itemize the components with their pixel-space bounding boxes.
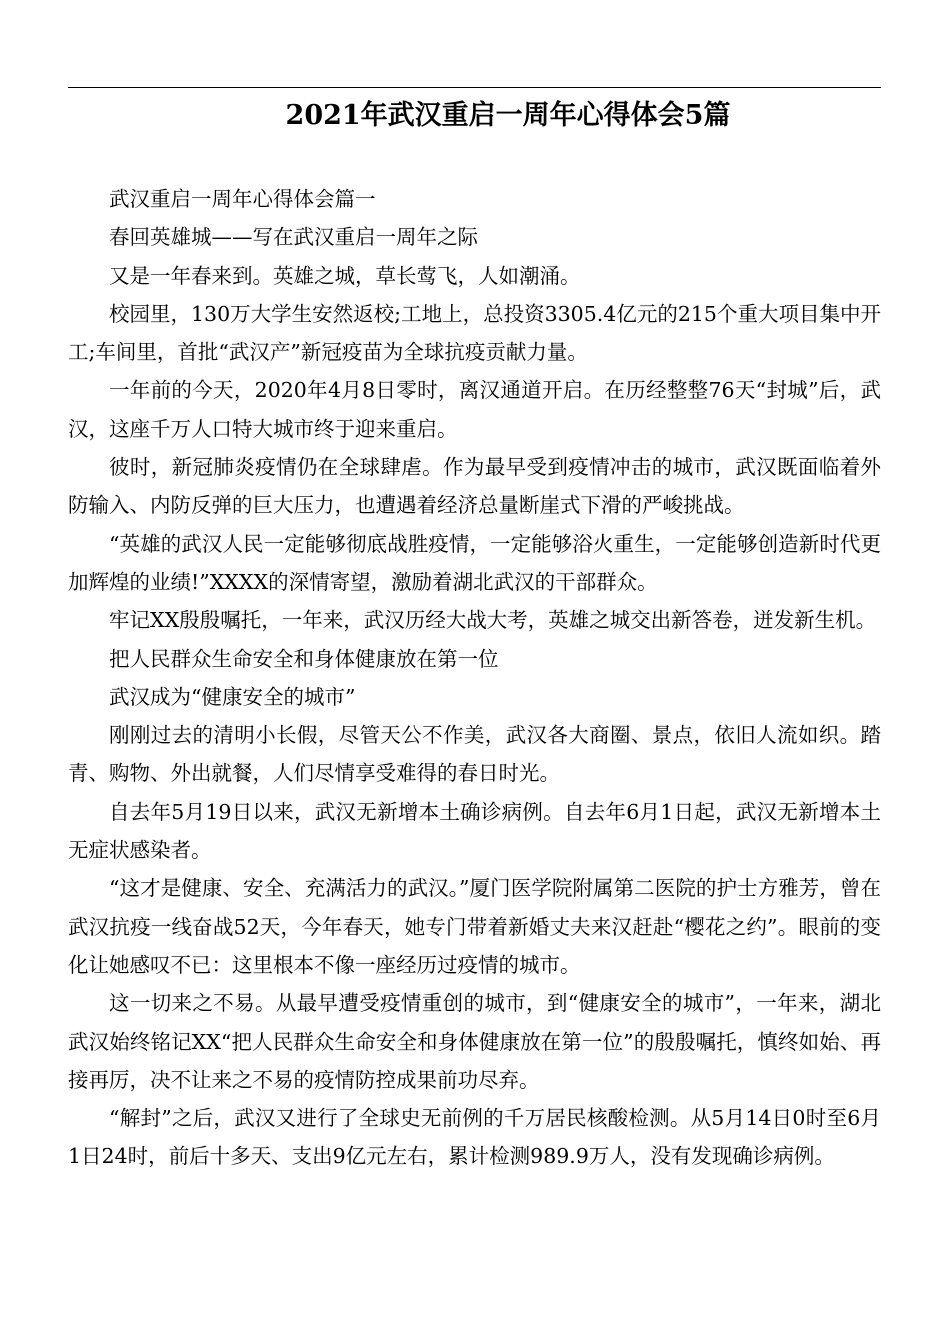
document-body [68,180,881,1176]
document-title: 2021年武汉重启一周年心得体会5篇 [285,100,731,131]
paragraph: “这才是健康、安全、充满活力的武汉。”厦门医学院附属第二医院的护士方雅芳，曾在武汉抗疫一线奋战52天，今年春天，她专门带着新婚丈夫来汉赶赴“樱花之约”。眼前的变化让她感叹不已：这里根本不像一座经历过疫情的城市。 [68,876,881,977]
paragraph: 自去年5月19日以来，武汉无新增本土确诊病例。自去年6月1日起，武汉无新增本土无症状感染者。 [68,799,881,863]
paragraph: 武汉成为“健康安全的城市” [109,684,356,709]
paragraph: “解封”之后，武汉又进行了全球史无前例的千万居民核酸检测。从5月14日0时至6月1日24时，前后十多天、支出9亿元左右，累计检测989.9万人，没有发现确诊病例。 [68,1106,881,1169]
paragraph: 校园里，130万大学生安然返校;工地上，总投资3305.4亿元的215个重大项目集中开工;车间里，首批“武汉产”新冠疫苗为全球抗疫贡献力量。 [68,301,881,365]
paragraph: 彼时，新冠肺炎疫情仍在全球肆虐。作为最早受到疫情冲击的城市，武汉既面临着外防输入、内防反弹的巨大压力，也遭遇着经济总量断崖式下滑的严峻挑战。 [68,455,881,518]
header-rule [68,87,881,88]
paragraph: 牢记XX殷殷嘱托，一年来，武汉历经大战大考，英雄之城交出新答卷，迸发新生机。 [109,608,877,633]
paragraph: 一年前的今天，2020年4月8日零时，离汉通道开启。在历经整整76天“封城”后，武汉，这座千万人口特大城市终于迎来重启。 [68,378,881,441]
paragraph: 武汉重启一周年心得体会篇一 [109,187,376,211]
paragraph: 这一切来之不易。从最早遭受疫情重创的城市，到“健康安全的城市”，一年来，湖北武汉始终铭记XX“把人民群众生命安全和身体健康放在第一位”的殷殷嘱托，慎终如始、再接再厉，决不让来之不易的疫情防控成果前功尽弃。 [68,991,881,1092]
paragraph: 刚刚过去的清明小长假，尽管天公不作美，武汉各大商圈、景点，依旧人流如织。踏青、购物、外出就餐，人们尽情享受难得的春日时光。 [68,723,881,786]
paragraph: 又是一年春来到。英雄之城，草长莺飞，人如潮涌。 [109,263,581,288]
paragraph: 春回英雄城——写在武汉重启一周年之际 [109,225,478,250]
paragraph: “英雄的武汉人民一定能够彻底战胜疫情，一定能够浴火重生，一定能够创造新时代更加辉煌的业绩!”XXXX的深情寄望，激励着湖北武汉的干部群众。 [68,531,881,594]
paragraph: 把人民群众生命安全和身体健康放在第一位 [109,646,499,671]
